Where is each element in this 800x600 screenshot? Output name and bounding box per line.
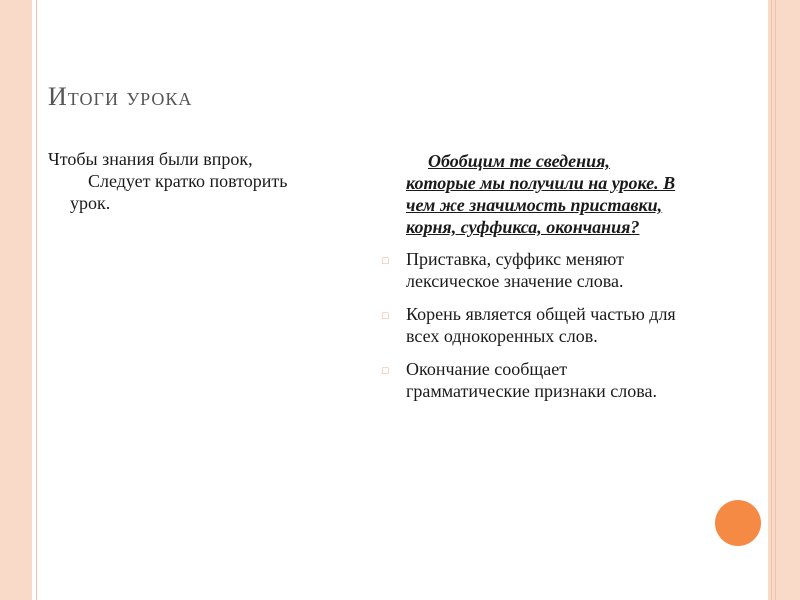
slide-title: Итоги урока	[48, 82, 193, 111]
list-item	[380, 303, 680, 347]
hollow-square-bullet-icon: □	[382, 365, 389, 377]
left-frame-band	[0, 0, 32, 600]
question-text: Обобщим те сведения, которые мы получили на уроке. В чем же значимость приставки, корня, суффикса, окончания?	[406, 151, 676, 237]
summary-question	[380, 150, 680, 238]
list-item-text: Окончание сообщает грамматические признаки слова.	[406, 359, 657, 401]
list-item	[380, 248, 680, 292]
left-text-line: Чтобы знания были впрок,	[48, 149, 253, 169]
left-text-block	[48, 148, 368, 214]
bullet-list	[380, 248, 680, 402]
left-text-line: урок.	[70, 193, 111, 213]
list-item-text: Приставка, суффикс меняют лексическое значение слова.	[406, 249, 624, 291]
right-frame-band	[768, 0, 800, 600]
hollow-square-bullet-icon: □	[382, 255, 389, 267]
right-frame-line	[771, 0, 772, 600]
left-text-line: Следует кратко повторить	[88, 171, 288, 191]
right-content-column	[380, 150, 680, 413]
left-frame-line	[36, 0, 37, 600]
right-frame-line-inner	[775, 0, 776, 600]
list-item-text: Корень является общей частью для всех однокоренных слов.	[406, 304, 676, 346]
hollow-square-bullet-icon: □	[382, 310, 389, 322]
list-item	[380, 358, 680, 402]
accent-circle-icon	[715, 500, 761, 546]
